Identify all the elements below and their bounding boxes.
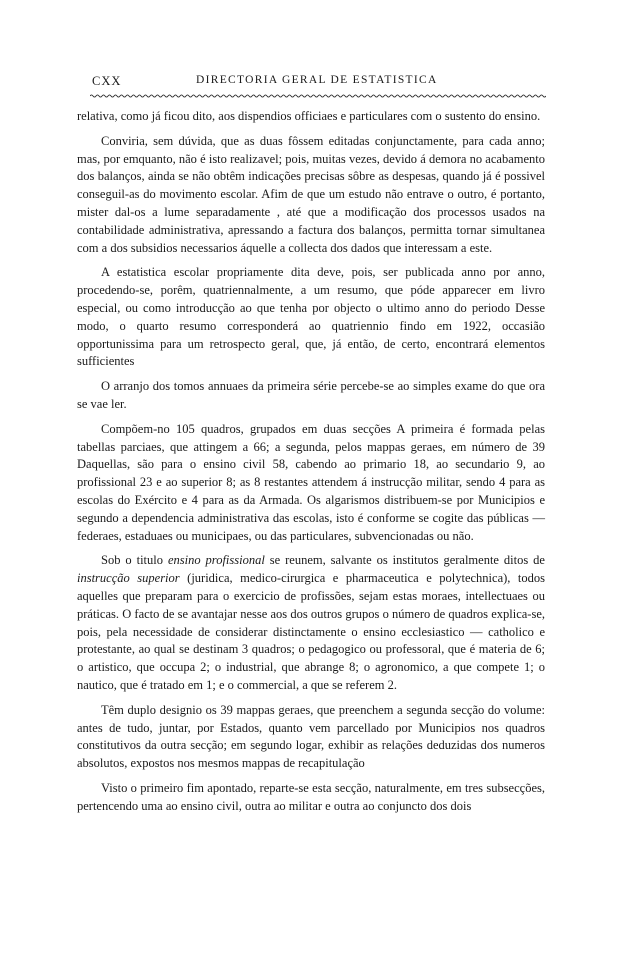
paragraph-7: Têm duplo designio os 39 mappas geraes, que preenchem a segunda secção do volume: antes de tudo, juntar, por Estados, quanto vem parcellado por Municipios nos quadros constitutivos da outra secção; em segundo logar, exhibir as relações deduzidas dos numeros absolutos, expostos nos mesmos mappas de recapitulação (77, 702, 545, 771)
wavy-rule-divider (90, 92, 546, 100)
paragraph-5: Compõem-no 105 quadros, grupados em duas secções A primeira é formada pelas tabellas parciaes, que attingem a 66; a segunda, pelos mappas geraes, em número de 39 Daquellas, são para o ensino civil 58, cabendo ao primario 18, ao secundario 9, ao profissional 23 e ao superior 8; as 8 restantes attendem á instrucção militar, sendo 4 para as escolas do Exército e 4 para as da Armada. Os algarismos distribuem-se por Municipios e segundo a dependencia administrativa das escolas, isto é conforme se cogite das públicas — federaes, estaduaes ou municipaes, ou das particulares, subvencionadas ou não. (77, 421, 545, 543)
paragraph-2: Conviria, sem dúvida, que as duas fôssem editadas conjunctamente, para cada anno; mas, por emquanto, não é isto realizavel; pois, muitas vezes, devido á demora no acabamento dos balanços, ainda se não obtêm indicações precisas sôbre as despesas, quando já é possivel conseguil-as do movimento escolar. Afim de que um estudo não entrave o outro, é portanto, mister dal-os a lume separadamente , até que a modificação dos processos usados na contabilidade administrativa, apressando a factura dos balanços, permitta tornar simultanea com a dos subsidios necessarios áquelle a collecta dos dados que interessam a este. (77, 133, 545, 255)
term-ensino-profissional: ensino profissional (167, 553, 265, 568)
paragraph-3: A estatistica escolar propriamente dita deve, pois, ser publicada anno por anno, procedendo-se, porêm, quatriennalmente, a um resumo, que póde apparecer em livro especial, ou como introducção ao que tenha por objecto o ultimo anno do periodo Desse modo, o quarto resumo corresponderá ao quatriennio findo em 1922, occasião opportunissima para um retrospecto geral, que, já então, de certo, encontrará elementos sufficientes (77, 265, 545, 369)
term-instruccao-superior: instrucção superior (77, 571, 180, 586)
running-title: DIRECTORIA GERAL DE ESTATISTICA (196, 74, 438, 86)
paragraph-6-part-1: Sob o titulo (101, 553, 168, 568)
paragraph-4: O arranjo dos tomos annuaes da primeira série percebe-se ao simples exame do que ora se vae ler. (77, 379, 545, 411)
paragraph-6-part-3: (juridica, medico-cirurgica e pharmaceutica e polytechnica), todos aquelles que preparam para o exercicio de profissões, sejam estas moraes, intellectuaes ou práticas. O facto de se avantajar nesse aos dos outros grupos o número de quadros explica-se, pois, pela necessidade de considerar distinctamente o ensino ecclesiastico — catholico e protestante, ao qual se destinam 3 quadros; o pedagogico ou professoral, que é materia de 6; o artistico, que occupa 2; o industrial, que abrange 8; o agronomico, a que compete 1; o nautico, que é tratado em 1; e o commercial, a que se referem 2. (77, 571, 546, 692)
paragraph-6 (77, 552, 545, 694)
paragraph-8: Visto o primeiro fim apontado, reparte-se esta secção, naturalmente, em tres subsecções, pertencendo uma ao ensino civil, outra ao militar e outra ao conjuncto dos dois (77, 780, 545, 813)
paragraph-6-part-2: se reunem, salvante os institutos geralmente ditos de (264, 553, 545, 568)
paragraph-1: relativa, como já ficou dito, aos dispendios officiaes e particulares com o sustento do ensino. (77, 109, 541, 123)
page-number: CXX (92, 74, 122, 88)
running-header (92, 74, 544, 92)
body-text (77, 108, 545, 822)
